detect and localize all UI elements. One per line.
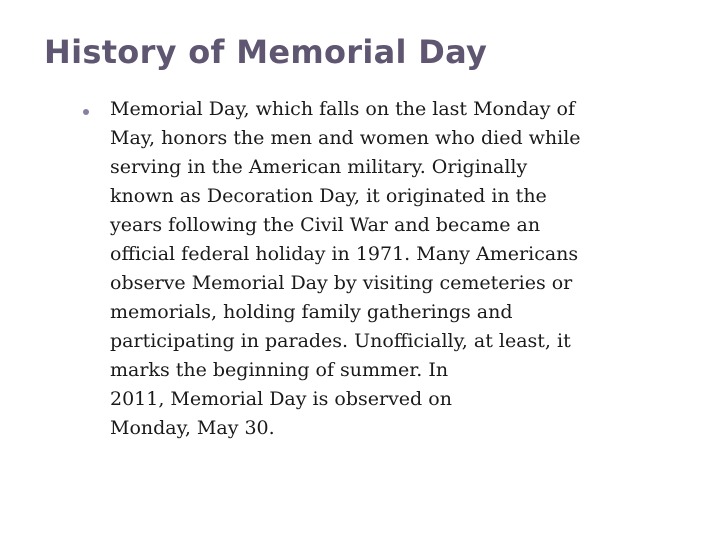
bullet-line: years following the Civil War and became an (110, 214, 541, 236)
bullet-line: Monday, May 30. (110, 417, 275, 439)
bullet-line: 2011, Memorial Day is observed on (110, 388, 452, 410)
bullet-line: known as Decoration Day, it originated in the (110, 185, 547, 207)
bullet-item (80, 95, 690, 443)
bullet-text (110, 95, 690, 443)
slide-title: History of Memorial Day (44, 33, 488, 71)
bullet-line: observe Memorial Day by visiting cemeteries or (110, 272, 573, 294)
bullet-line: serving in the American military. Originally (110, 156, 528, 178)
bullet-line: Memorial Day, which falls on the last Monday of (110, 98, 575, 120)
bullet-line: participating in parades. Unofficially, at least, it (110, 330, 571, 352)
bullet-list (80, 95, 690, 443)
bullet-line: memorials, holding family gatherings and (110, 301, 513, 323)
bullet-line: official federal holiday in 1971. Many Americans (110, 243, 579, 265)
bullet-line: marks the beginning of summer. In (110, 359, 449, 381)
bullet-line: May, honors the men and women who died while (110, 127, 581, 149)
bullet-dot-icon (83, 109, 89, 115)
